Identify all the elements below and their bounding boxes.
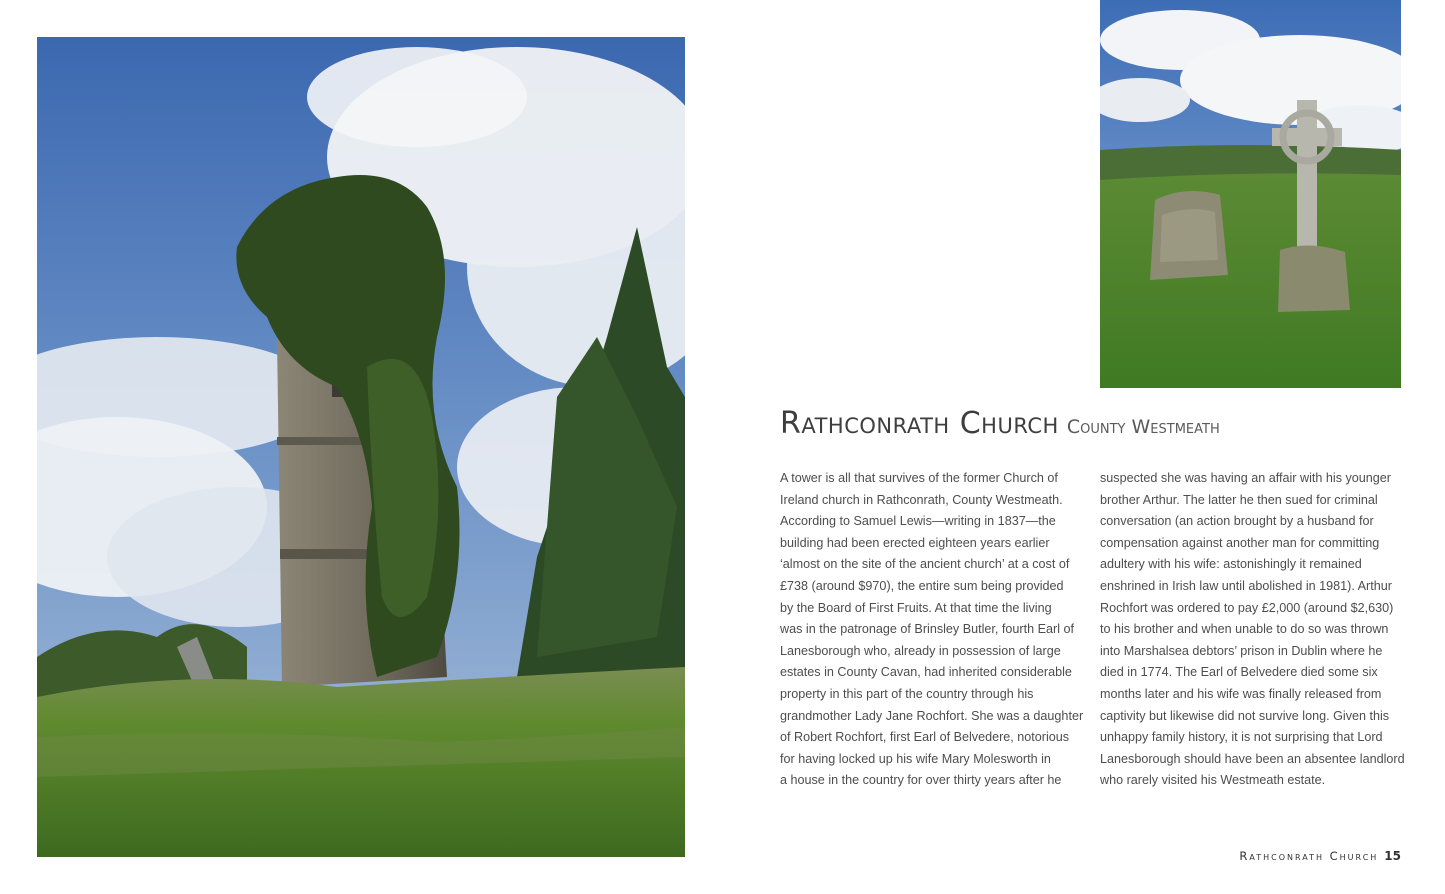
text-line: conversation (an action brought by a husband for <box>1100 514 1374 529</box>
text-line: brother Arthur. The latter he then sued for criminal <box>1100 492 1378 507</box>
text-line: was in the patronage of Brinsley Butler, fourth Earl of <box>780 622 1075 637</box>
text-line: A tower is all that survives of the former Church of <box>780 471 1058 485</box>
page-number: 15 <box>1384 849 1401 863</box>
text-line: who rarely visited his Westmeath estate. <box>1100 773 1326 788</box>
text-line: property in this part of the country through his <box>780 686 1034 701</box>
body-column-right <box>1100 468 1405 792</box>
page-footer <box>1239 847 1401 865</box>
page-subtitle: County Westmeath <box>1066 416 1220 438</box>
text-line: to his brother and when unable to do so was thrown <box>1100 622 1389 637</box>
running-head: Rathconrath Church <box>1239 849 1379 863</box>
text-line: Ireland church in Rathconrath, County Westmeath. <box>780 492 1063 507</box>
text-line: a house in the country for over thirty years after he <box>780 773 1062 788</box>
text-line: by the Board of First Fruits. At that time the living <box>780 600 1052 615</box>
tower-photo <box>37 37 685 857</box>
text-line: adultery with his wife: astonishingly it remained <box>1100 557 1362 572</box>
text-line: months later and his wife was finally released from <box>1100 686 1382 701</box>
text-line: into Marshalsea debtors’ prison in Dublin where he <box>1100 643 1383 658</box>
text-line: of Robert Rochfort, first Earl of Belvedere, notorious <box>780 730 1070 745</box>
body-column-left <box>780 468 1085 792</box>
ruined-tower-image <box>37 37 685 857</box>
article-heading <box>780 406 1220 441</box>
text-line: Rochfort was ordered to pay £2,000 (around $2,630) <box>1100 600 1394 615</box>
text-line: died in 1774. The Earl of Belvedere died some six <box>1100 665 1378 680</box>
text-line: suspected she was having an affair with his younger <box>1100 471 1391 485</box>
text-line: estates in County Cavan, had inherited considerable <box>780 665 1072 680</box>
page-title: Rathconrath Church <box>780 406 1059 441</box>
text-line: grandmother Lady Jane Rochfort. She was a daughter <box>780 708 1084 723</box>
celtic-cross-photo <box>1100 0 1401 388</box>
text-line: for having locked up his wife Mary Molesworth in <box>780 751 1051 766</box>
text-line: enshrined in Irish law until abolished in 1981). Arthur <box>1100 578 1392 593</box>
text-line: According to Samuel Lewis—writing in 1837—the <box>780 514 1056 529</box>
text-line: Lanesborough should have been an absentee landlord <box>1100 751 1405 766</box>
text-line: Lanesborough who, already in possession of large <box>780 643 1061 658</box>
text-line: ‘almost on the site of the ancient church’ at a cost of <box>780 557 1070 572</box>
text-line: captivity but likewise did not survive long. Given this <box>1100 708 1390 723</box>
text-line: compensation against another man for committing <box>1100 535 1380 550</box>
text-line: building had been erected eighteen years earlier <box>780 535 1050 550</box>
text-line: unhappy family history, it is not surprising that Lord <box>1100 730 1383 745</box>
text-line: £738 (around $970), the entire sum being provided <box>780 578 1064 593</box>
graveyard-cross-image <box>1100 0 1401 388</box>
